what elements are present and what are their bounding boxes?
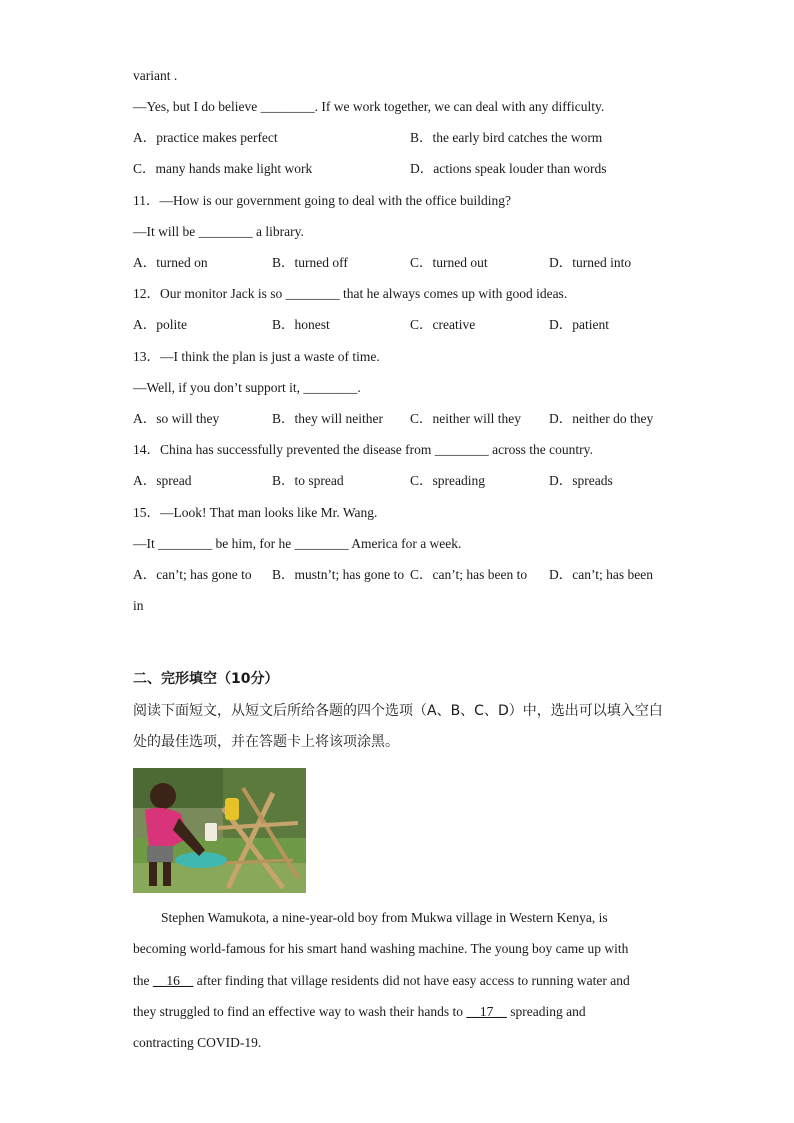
q15-option-d[interactable]: D．can’t; has been [549, 567, 653, 582]
q12-question: 12．Our monitor Jack is so ________ that he always comes up with good ideas. [133, 286, 568, 301]
q14-option-c[interactable]: C．spreading [410, 473, 485, 488]
q14-option-b[interactable]: B．to spread [272, 473, 344, 488]
section-instruction-line1: 阅读下面短文，从短文后所给各题的四个选项（A、B、C、D）中，选出可以填入空白 [133, 703, 663, 719]
q15-option-d-wrap: in [133, 598, 144, 613]
passage-line-3 [133, 972, 630, 990]
q15-option-a[interactable]: A．can’t; has gone to [133, 567, 252, 582]
q15-question: 15．—Look! That man looks like Mr. Wang. [133, 505, 378, 520]
passage-line-3-end: after finding that village residents did not have easy access to running water and [193, 973, 630, 988]
section-instruction-line2: 处的最佳选项，并在答题卡上将该项涂黑。 [133, 734, 399, 750]
q14-option-d[interactable]: D．spreads [549, 473, 613, 488]
q14-option-a[interactable]: A．spread [133, 473, 192, 488]
passage-line-3-start: the [133, 973, 153, 988]
q11-option-b[interactable]: B．turned off [272, 255, 348, 270]
passage-line-1: Stephen Wamukota, a nine-year-old boy from Mukwa village in Western Kenya, is [161, 910, 608, 925]
q14-question: 14．China has successfully prevented the disease from ________ across the country. [133, 442, 593, 457]
q11-question: 11．—How is our government going to deal with the office building? [133, 193, 511, 208]
q11-option-c[interactable]: C．turned out [410, 255, 488, 270]
q11-option-a[interactable]: A．turned on [133, 255, 208, 270]
q10-continuation: variant . [133, 68, 178, 83]
q12-option-d[interactable]: D．patient [549, 317, 609, 332]
q11-option-d[interactable]: D．turned into [549, 255, 632, 270]
q15-option-b[interactable]: B．mustn’t; has gone to [272, 567, 405, 582]
q10-option-c[interactable]: C．many hands make light work [133, 161, 313, 176]
passage-photo-boy-washing-machine [133, 768, 306, 893]
q13-response: —Well, if you don’t support it, ________. [133, 380, 361, 395]
q13-option-b[interactable]: B．they will neither [272, 411, 383, 426]
passage-line-4 [133, 1003, 586, 1021]
q12-option-b[interactable]: B．honest [272, 317, 330, 332]
q10-option-d[interactable]: D．actions speak louder than words [410, 161, 607, 176]
q15-response: —It ________ be him, for he ________ America for a week. [133, 536, 462, 551]
section-title-cloze: 二、完形填空（10分） [133, 671, 279, 687]
passage-line-5: contracting COVID-19. [133, 1035, 262, 1050]
passage-line-4-end: spreading and [506, 1004, 586, 1019]
q10-response: —Yes, but I do believe ________. If we work together, we can deal with any difficulty. [133, 99, 605, 114]
q15-option-c[interactable]: C．can’t; has been to [410, 567, 528, 582]
q12-option-c[interactable]: C．creative [410, 317, 476, 332]
passage-line-4-start: they struggled to find an effective way to wash their hands to [133, 1004, 467, 1019]
q11-response: —It will be ________ a library. [133, 224, 304, 239]
q10-option-a[interactable]: A．practice makes perfect [133, 130, 278, 145]
q13-question: 13．—I think the plan is just a waste of time. [133, 349, 380, 364]
blank-17[interactable]: __17__ [466, 1004, 507, 1019]
q13-option-d[interactable]: D．neither do they [549, 411, 654, 426]
q10-option-b[interactable]: B．the early bird catches the worm [410, 130, 603, 145]
q13-option-a[interactable]: A．so will they [133, 411, 220, 426]
q12-option-a[interactable]: A．polite [133, 317, 187, 332]
blank-16[interactable]: __16__ [152, 973, 194, 988]
passage-line-2: becoming world-famous for his smart hand washing machine. The young boy came up with [133, 941, 629, 956]
q13-option-c[interactable]: C．neither will they [410, 411, 521, 426]
